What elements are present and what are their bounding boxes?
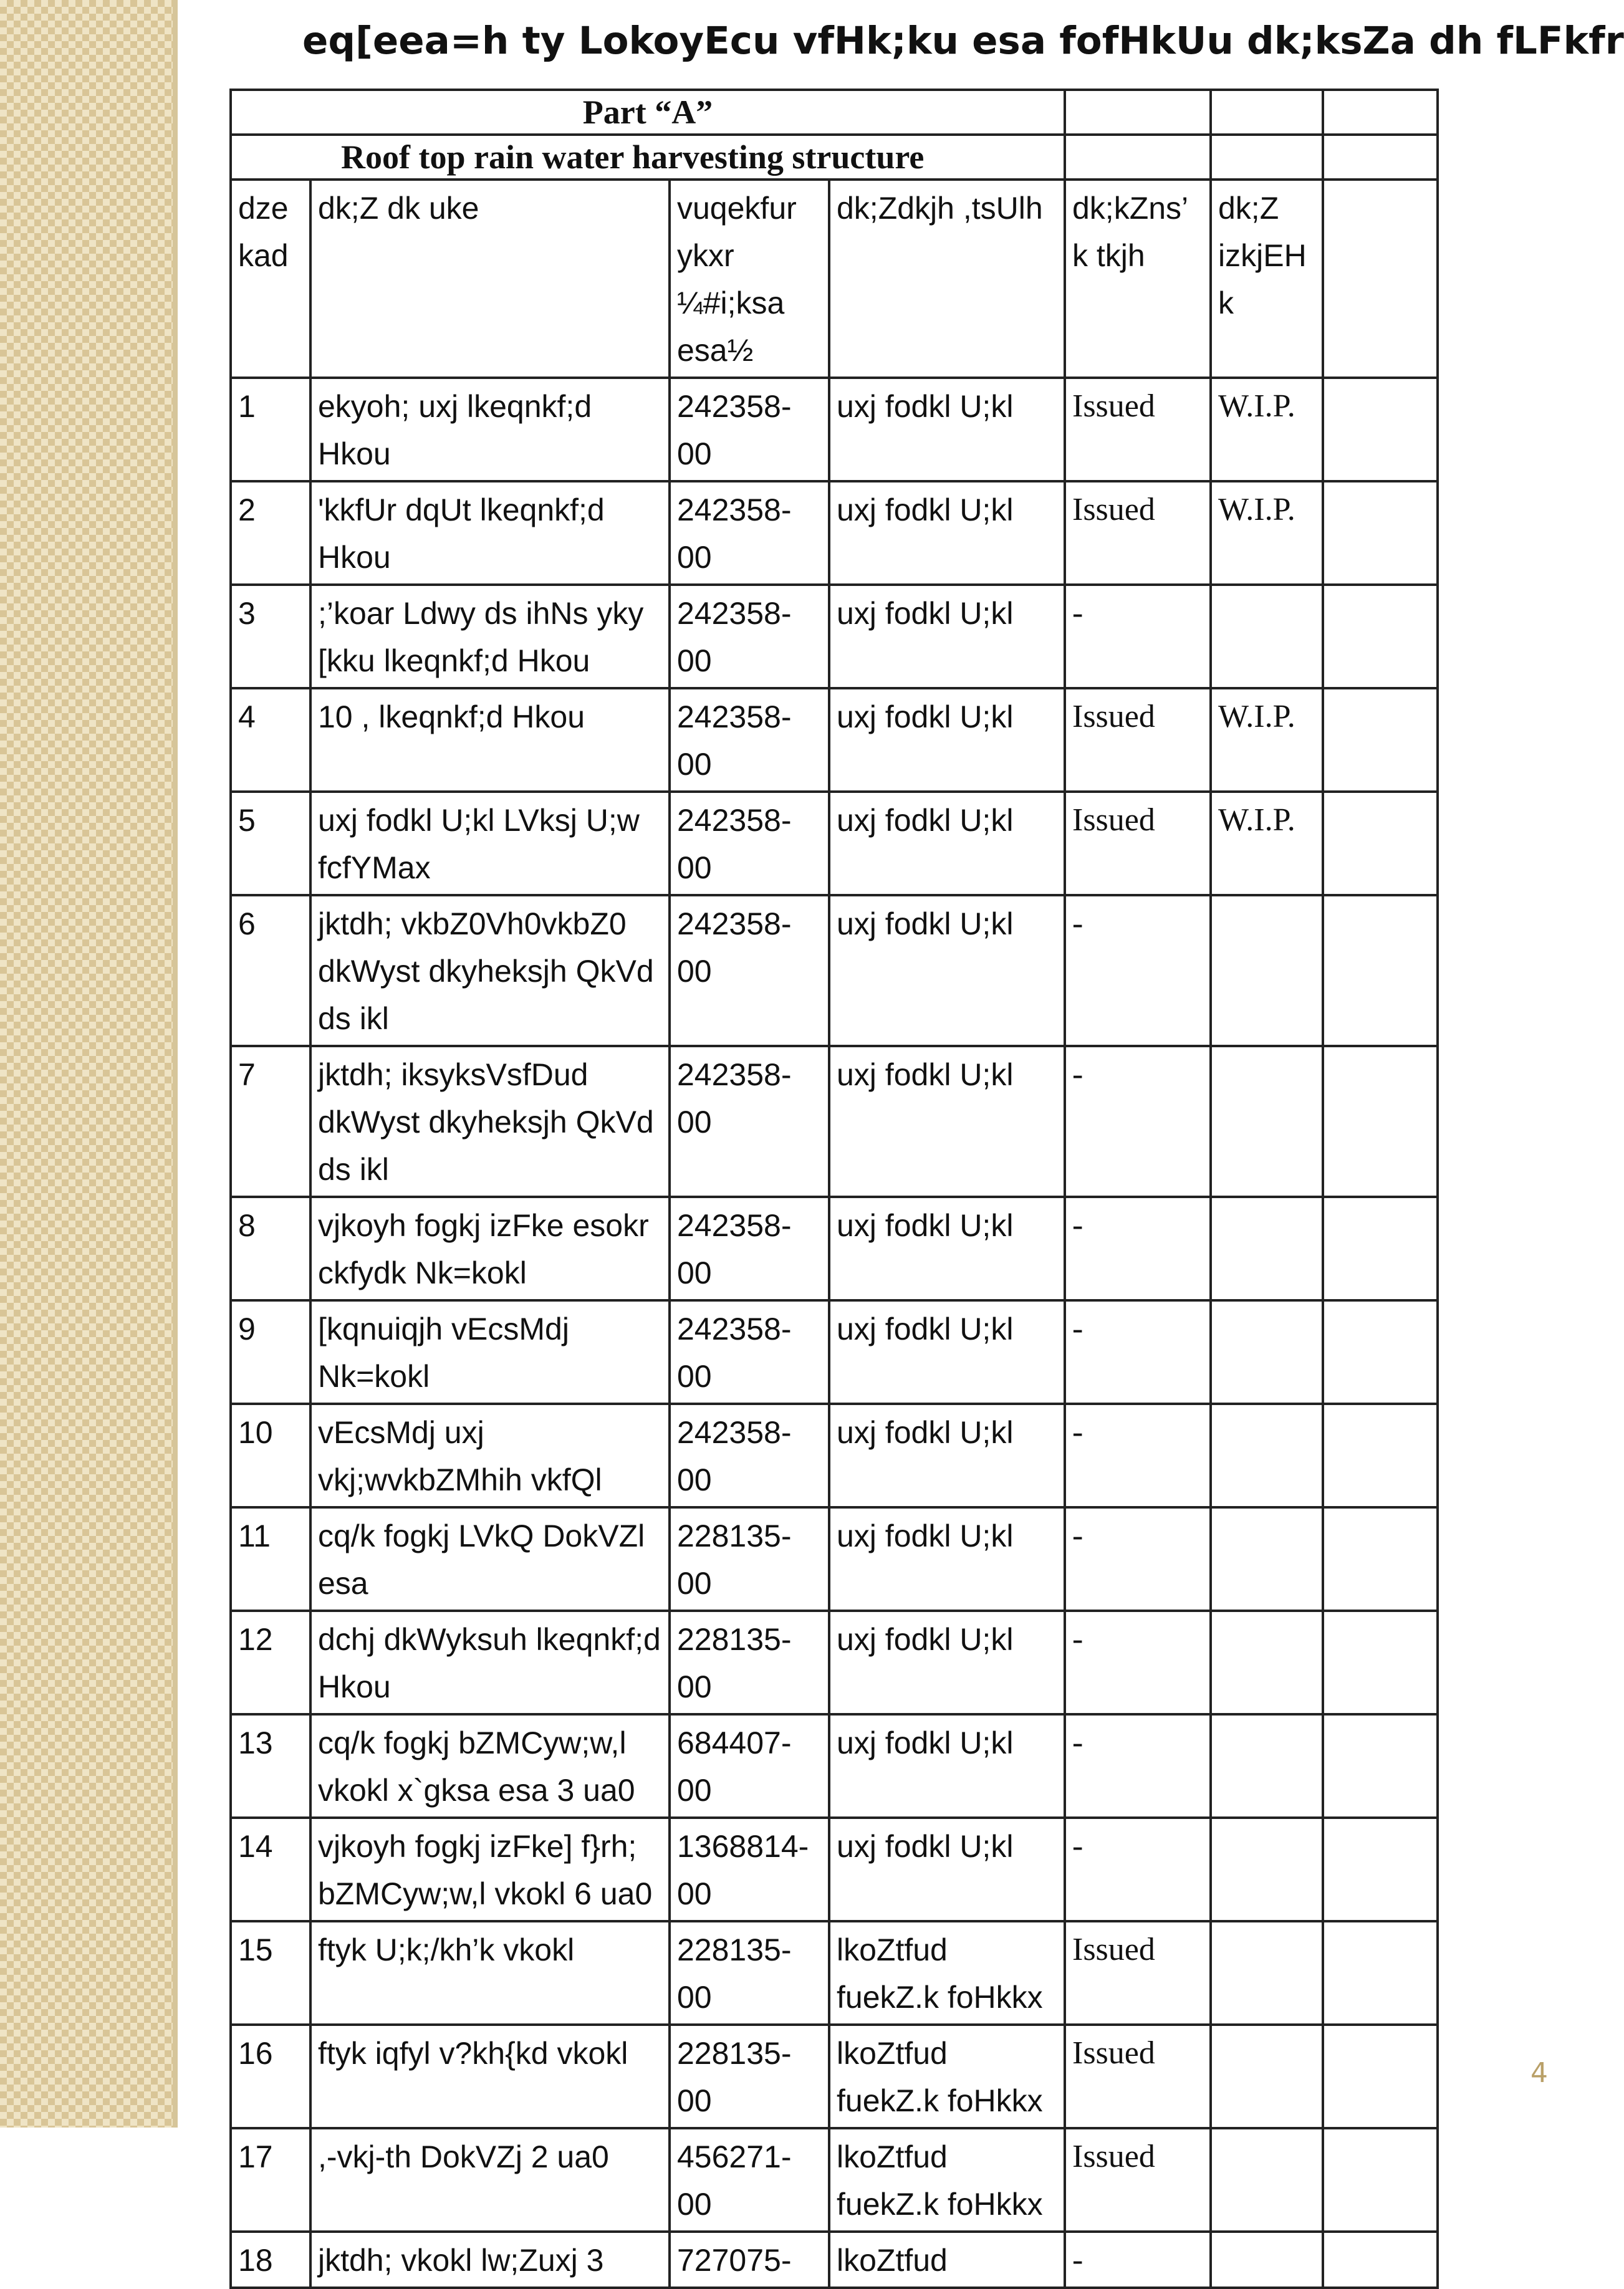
cell-agency: uxj fodkl U;kl	[829, 1404, 1065, 1507]
cell-sno: 17	[231, 2128, 310, 2232]
cell-work-order: -	[1065, 1507, 1211, 1611]
empty-cell	[1323, 1921, 1438, 2025]
cell-work-start	[1211, 1507, 1323, 1611]
cell-work-name: ekyoh; uxj lkeqnkf;d Hkou	[310, 378, 670, 481]
cell-work-start	[1211, 895, 1323, 1046]
table-row	[231, 481, 1438, 585]
cell-work-name: uxj fodkl U;kl LVksj U;w fcfYMax	[310, 792, 670, 895]
cell-work-start	[1211, 2025, 1323, 2128]
cell-work-start	[1211, 585, 1323, 688]
cell-sno: 18	[231, 2232, 310, 2288]
cell-work-name: 'kkfUr dqUt lkeqnkf;d Hkou	[310, 481, 670, 585]
decorative-sidebar	[0, 0, 178, 2128]
cell-estimated-cost: 1368814-00	[670, 1818, 829, 1921]
cell-work-order: -	[1065, 2232, 1211, 2288]
cell-work-name: ftyk iqfyl v?kh{kd vkokl	[310, 2025, 670, 2128]
cell-sno: 11	[231, 1507, 310, 1611]
cell-work-name: 10 , lkeqnkf;d Hkou	[310, 688, 670, 792]
col-header-work-start: dk;Z izkjEHk	[1211, 180, 1323, 378]
cell-work-start: W.I.P.	[1211, 481, 1323, 585]
cell-estimated-cost: 242358-00	[670, 585, 829, 688]
empty-cell	[1323, 1611, 1438, 1714]
cell-work-order: -	[1065, 1818, 1211, 1921]
col-header-estimated-cost: vuqekfur ykxr ¼#i;ksa esa½	[670, 180, 829, 378]
cell-work-name: [kqnuiqjh vEcsMdj Nk=kokl	[310, 1300, 670, 1404]
col-header-sno: dzekad	[231, 180, 310, 378]
cell-work-order: -	[1065, 1197, 1211, 1300]
table-row	[231, 1921, 1438, 2025]
cell-work-start	[1211, 1818, 1323, 1921]
cell-work-name: vEcsMdj uxj vkj;wvkbZMhih vkfQl	[310, 1404, 670, 1507]
cell-agency: uxj fodkl U;kl	[829, 1300, 1065, 1404]
cell-work-start	[1211, 1611, 1323, 1714]
empty-cell	[1323, 1714, 1438, 1818]
table-row	[231, 792, 1438, 895]
table-row	[231, 1046, 1438, 1197]
cell-estimated-cost: 242358-00	[670, 688, 829, 792]
cell-work-name: dchj dkWyksuh lkeqnkf;d Hkou	[310, 1611, 670, 1714]
cell-work-order: Issued	[1065, 378, 1211, 481]
cell-agency: uxj fodkl U;kl	[829, 1197, 1065, 1300]
cell-estimated-cost: 228135-00	[670, 1507, 829, 1611]
empty-cell	[1323, 1818, 1438, 1921]
table-row	[231, 2232, 1438, 2288]
cell-sno: 1	[231, 378, 310, 481]
cell-sno: 5	[231, 792, 310, 895]
cell-estimated-cost: 456271-00	[670, 2128, 829, 2232]
empty-cell	[1065, 90, 1211, 135]
cell-sno: 14	[231, 1818, 310, 1921]
table-row	[231, 1507, 1438, 1611]
cell-estimated-cost: 242358-00	[670, 1197, 829, 1300]
empty-cell	[1323, 585, 1438, 688]
cell-agency: uxj fodkl U;kl	[829, 688, 1065, 792]
cell-sno: 13	[231, 1714, 310, 1818]
cell-sno: 8	[231, 1197, 310, 1300]
cell-agency: uxj fodkl U;kl	[829, 792, 1065, 895]
cell-estimated-cost: 684407-00	[670, 1714, 829, 1818]
empty-cell	[1211, 135, 1323, 180]
cell-work-order: -	[1065, 1404, 1211, 1507]
empty-cell	[1323, 792, 1438, 895]
cell-work-start	[1211, 1714, 1323, 1818]
empty-cell	[1323, 180, 1438, 378]
cell-agency: uxj fodkl U;kl	[829, 378, 1065, 481]
cell-work-name: vjkoyh fogkj izFke esokr ckfydk Nk=kokl	[310, 1197, 670, 1300]
empty-cell	[1323, 2232, 1438, 2288]
cell-work-order: Issued	[1065, 792, 1211, 895]
col-header-work-name: dk;Z dk uke	[310, 180, 670, 378]
cell-work-start	[1211, 1921, 1323, 2025]
cell-sno: 4	[231, 688, 310, 792]
cell-work-start	[1211, 1197, 1323, 1300]
cell-estimated-cost: 228135-00	[670, 1611, 829, 1714]
cell-sno: 7	[231, 1046, 310, 1197]
cell-estimated-cost: 242358-00	[670, 792, 829, 895]
cell-work-name: cq/k fogkj LVkQ DokVZl esa	[310, 1507, 670, 1611]
cell-agency: uxj fodkl U;kl	[829, 895, 1065, 1046]
cell-agency: uxj fodkl U;kl	[829, 481, 1065, 585]
cell-estimated-cost: 228135-00	[670, 1921, 829, 2025]
table-row	[231, 1404, 1438, 1507]
col-header-work-order: dk;kZns’k tkjh	[1065, 180, 1211, 378]
empty-cell	[1323, 688, 1438, 792]
cell-agency: uxj fodkl U;kl	[829, 585, 1065, 688]
col-header-agency: dk;Zdkjh ,tsUlh	[829, 180, 1065, 378]
cell-agency: lkoZtfud	[829, 2232, 1065, 2288]
cell-work-order: -	[1065, 1611, 1211, 1714]
cell-work-start: W.I.P.	[1211, 792, 1323, 895]
empty-cell	[1323, 1046, 1438, 1197]
cell-work-start	[1211, 1046, 1323, 1197]
table-row	[231, 895, 1438, 1046]
cell-work-order: Issued	[1065, 2128, 1211, 2232]
cell-work-name: cq/k fogkj bZMCyw;w,l vkokl x`gksa esa 3 ua0	[310, 1714, 670, 1818]
cell-estimated-cost: 242358-00	[670, 481, 829, 585]
cell-sno: 2	[231, 481, 310, 585]
table-container	[229, 89, 1436, 2278]
cell-work-name: jktdh; vkbZ0Vh0vkbZ0 dkWyst dkyheksjh QkVd ds ikl	[310, 895, 670, 1046]
cell-agency: uxj fodkl U;kl	[829, 1507, 1065, 1611]
table-row	[231, 378, 1438, 481]
empty-cell	[1323, 1300, 1438, 1404]
cell-work-start	[1211, 1300, 1323, 1404]
cell-work-name: vjkoyh fogkj izFke] f}rh; bZMCyw;w,l vkokl 6 ua0	[310, 1818, 670, 1921]
cell-work-order: -	[1065, 895, 1211, 1046]
empty-cell	[1323, 378, 1438, 481]
section-heading-row	[231, 135, 1438, 180]
cell-work-start	[1211, 1404, 1323, 1507]
cell-work-start: W.I.P.	[1211, 378, 1323, 481]
cell-agency: uxj fodkl U;kl	[829, 1046, 1065, 1197]
cell-agency: lkoZtfud fuekZ.k foHkkx	[829, 2025, 1065, 2128]
cell-sno: 10	[231, 1404, 310, 1507]
cell-work-start	[1211, 2128, 1323, 2232]
empty-cell	[1323, 481, 1438, 585]
cell-estimated-cost: 228135-00	[670, 2025, 829, 2128]
cell-agency: uxj fodkl U;kl	[829, 1611, 1065, 1714]
empty-cell	[1065, 135, 1211, 180]
cell-work-name: ftyk U;k;/kh’k vkokl	[310, 1921, 670, 2025]
table-row	[231, 1197, 1438, 1300]
cell-sno: 12	[231, 1611, 310, 1714]
cell-agency: uxj fodkl U;kl	[829, 1714, 1065, 1818]
table-row	[231, 1714, 1438, 1818]
cell-estimated-cost: 242358-00	[670, 1300, 829, 1404]
empty-cell	[1323, 2128, 1438, 2232]
cell-work-order: Issued	[1065, 688, 1211, 792]
table-row	[231, 2025, 1438, 2128]
empty-cell	[1323, 135, 1438, 180]
cell-agency: lkoZtfud fuekZ.k foHkkx	[829, 1921, 1065, 2025]
table-row	[231, 1818, 1438, 1921]
empty-cell	[1323, 1197, 1438, 1300]
cell-work-start: W.I.P.	[1211, 688, 1323, 792]
cell-sno: 9	[231, 1300, 310, 1404]
cell-estimated-cost: 242358-00	[670, 895, 829, 1046]
empty-cell	[1323, 1404, 1438, 1507]
cell-work-name: ;’koar Ldwy ds ihNs yky [kku lkeqnkf;d Hkou	[310, 585, 670, 688]
empty-cell	[1211, 90, 1323, 135]
cell-work-order: -	[1065, 1300, 1211, 1404]
cell-sno: 16	[231, 2025, 310, 2128]
table-row	[231, 2128, 1438, 2232]
empty-cell	[1323, 90, 1438, 135]
part-heading-row	[231, 90, 1438, 135]
table-row	[231, 688, 1438, 792]
cell-sno: 6	[231, 895, 310, 1046]
cell-sno: 3	[231, 585, 310, 688]
cell-work-order: -	[1065, 1714, 1211, 1818]
cell-work-start	[1211, 2232, 1323, 2288]
table-row	[231, 1611, 1438, 1714]
works-status-table	[229, 89, 1439, 2289]
column-header-row	[231, 180, 1438, 378]
cell-estimated-cost: 242358-00	[670, 378, 829, 481]
cell-work-order: -	[1065, 585, 1211, 688]
cell-work-order: Issued	[1065, 2025, 1211, 2128]
cell-work-order: Issued	[1065, 1921, 1211, 2025]
cell-work-order: Issued	[1065, 481, 1211, 585]
cell-sno: 15	[231, 1921, 310, 2025]
cell-work-order: -	[1065, 1046, 1211, 1197]
empty-cell	[1323, 2025, 1438, 2128]
cell-work-name: jktdh; vkokl lw;Zuxj 3	[310, 2232, 670, 2288]
cell-agency: uxj fodkl U;kl	[829, 1818, 1065, 1921]
cell-estimated-cost: 242358-00	[670, 1046, 829, 1197]
part-heading: Part “A”	[231, 90, 1065, 135]
cell-estimated-cost: 727075-	[670, 2232, 829, 2288]
slide-title: eq[eea=h ty LokoyEcu vfHk;ku esa fofHkUu dk;ksZa dh fLFkfr	[302, 19, 1624, 63]
cell-work-name: ,-vkj-th DokVZj 2 ua0	[310, 2128, 670, 2232]
empty-cell	[1323, 895, 1438, 1046]
cell-estimated-cost: 242358-00	[670, 1404, 829, 1507]
empty-cell	[1323, 1507, 1438, 1611]
table-row	[231, 1300, 1438, 1404]
cell-work-name: jktdh; iksyksVsfDud dkWyst dkyheksjh QkVd ds ikl	[310, 1046, 670, 1197]
table-row	[231, 585, 1438, 688]
page-number: 4	[1530, 2057, 1548, 2089]
cell-agency: lkoZtfud fuekZ.k foHkkx	[829, 2128, 1065, 2232]
section-heading: Roof top rain water harvesting structure	[231, 135, 1065, 180]
